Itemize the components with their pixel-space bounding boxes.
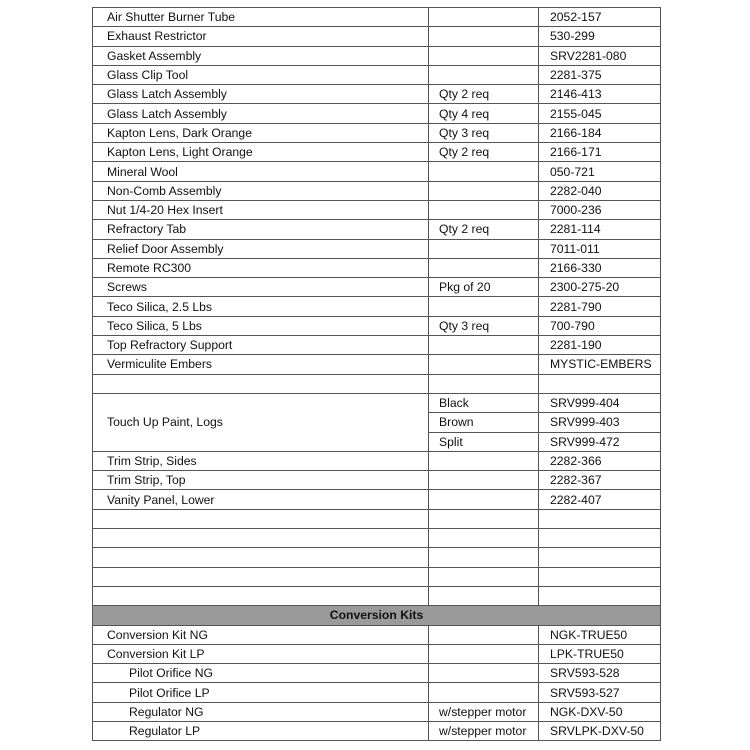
table-row [93, 355, 661, 374]
empty-cell [429, 374, 539, 393]
table-row [93, 278, 661, 297]
qty-cell: Qty 3 req [429, 123, 539, 142]
table-row [93, 239, 661, 258]
table-row [93, 702, 661, 721]
part-number-cell: NGK-TRUE50 [539, 625, 661, 644]
table-row [93, 46, 661, 65]
qty-cell [429, 65, 539, 84]
color-cell: Split [429, 432, 539, 451]
part-number-cell: 050-721 [539, 162, 661, 181]
empty-cell [539, 529, 661, 548]
part-number-cell: SRV593-528 [539, 664, 661, 683]
part-number-cell: NGK-DXV-50 [539, 702, 661, 721]
qty-cell: Qty 2 req [429, 220, 539, 239]
part-name-cell: Remote RC300 [93, 258, 429, 277]
table-row [93, 104, 661, 123]
empty-row [93, 374, 661, 393]
part-name-cell: Gasket Assembly [93, 46, 429, 65]
empty-cell [429, 548, 539, 567]
part-number-cell: 2282-366 [539, 451, 661, 470]
qty-cell [429, 27, 539, 46]
table-row [93, 683, 661, 702]
empty-cell [93, 509, 429, 528]
empty-row [93, 529, 661, 548]
part-name-cell: Nut 1/4-20 Hex Insert [93, 200, 429, 219]
part-number-cell: 2052-157 [539, 8, 661, 27]
part-name-cell: Kapton Lens, Light Orange [93, 143, 429, 162]
part-name-cell: Refractory Tab [93, 220, 429, 239]
part-number-cell: 2281-375 [539, 65, 661, 84]
qty-cell: Qty 3 req [429, 316, 539, 335]
empty-cell [429, 586, 539, 605]
part-name-cell: Glass Clip Tool [93, 65, 429, 84]
empty-cell [539, 374, 661, 393]
part-number-cell: 2282-367 [539, 471, 661, 490]
part-number-cell: 2300-275-20 [539, 278, 661, 297]
part-name-cell: Non-Comb Assembly [93, 181, 429, 200]
empty-cell [93, 548, 429, 567]
part-number-cell: LPK-TRUE50 [539, 644, 661, 663]
part-name-cell: Conversion Kit LP [93, 644, 429, 663]
part-name-cell: Vanity Panel, Lower [93, 490, 429, 509]
empty-cell [93, 529, 429, 548]
table-row [93, 336, 661, 355]
qty-cell [429, 451, 539, 470]
part-name-cell: Glass Latch Assembly [93, 85, 429, 104]
part-name-cell: Regulator NG [93, 702, 429, 721]
table-row [93, 143, 661, 162]
part-number-cell: SRVLPK-DXV-50 [539, 721, 661, 740]
part-name-cell: Touch Up Paint, Logs [93, 393, 429, 451]
part-name-cell: Air Shutter Burner Tube [93, 8, 429, 27]
qty-cell [429, 471, 539, 490]
part-name-cell: Exhaust Restrictor [93, 27, 429, 46]
table-row [93, 85, 661, 104]
part-name-cell: Vermiculite Embers [93, 355, 429, 374]
table-row [93, 471, 661, 490]
empty-row [93, 586, 661, 605]
qty-cell [429, 181, 539, 200]
part-name-cell: Screws [93, 278, 429, 297]
empty-cell [539, 509, 661, 528]
part-number-cell: 530-299 [539, 27, 661, 46]
color-cell: Black [429, 393, 539, 412]
part-name-cell: Teco Silica, 2.5 Lbs [93, 297, 429, 316]
part-number-cell: 7000-236 [539, 200, 661, 219]
qty-cell [429, 8, 539, 27]
qty-cell: w/stepper motor [429, 702, 539, 721]
qty-cell [429, 490, 539, 509]
part-number-cell: 2166-171 [539, 143, 661, 162]
qty-cell [429, 664, 539, 683]
table-row [93, 644, 661, 663]
qty-cell [429, 297, 539, 316]
part-number-cell: SRV999-403 [539, 413, 661, 432]
table-row [93, 451, 661, 470]
part-name-cell: Glass Latch Assembly [93, 104, 429, 123]
qty-cell [429, 355, 539, 374]
parts-list-sheet [92, 7, 660, 741]
part-name-cell: Pilot Orifice NG [93, 664, 429, 683]
empty-cell [539, 548, 661, 567]
qty-cell [429, 239, 539, 258]
part-name-cell: Trim Strip, Top [93, 471, 429, 490]
part-number-cell: 2281-790 [539, 297, 661, 316]
table-row [93, 8, 661, 27]
part-name-cell: Top Refractory Support [93, 336, 429, 355]
empty-cell [429, 567, 539, 586]
empty-cell [539, 586, 661, 605]
table-row [93, 316, 661, 335]
qty-cell: Pkg of 20 [429, 278, 539, 297]
conversion-kits-header: Conversion Kits [93, 606, 661, 625]
table-row [93, 27, 661, 46]
part-name-cell: Relief Door Assembly [93, 239, 429, 258]
qty-cell: Qty 2 req [429, 143, 539, 162]
part-number-cell: 2282-407 [539, 490, 661, 509]
section-header-row [93, 606, 661, 625]
empty-row [93, 567, 661, 586]
empty-row [93, 548, 661, 567]
table-row [93, 65, 661, 84]
parts-table [92, 7, 661, 741]
part-name-cell: Pilot Orifice LP [93, 683, 429, 702]
part-name-cell: Regulator LP [93, 721, 429, 740]
part-number-cell: 2282-040 [539, 181, 661, 200]
table-row [93, 123, 661, 142]
empty-cell [539, 567, 661, 586]
color-cell: Brown [429, 413, 539, 432]
qty-cell: Qty 4 req [429, 104, 539, 123]
table-row [93, 625, 661, 644]
table-row [93, 721, 661, 740]
part-number-cell: 2281-114 [539, 220, 661, 239]
part-number-cell: 2155-045 [539, 104, 661, 123]
part-number-cell: MYSTIC-EMBERS [539, 355, 661, 374]
empty-cell [93, 586, 429, 605]
table-row [93, 200, 661, 219]
part-number-cell: SRV999-404 [539, 393, 661, 412]
part-name-cell: Mineral Wool [93, 162, 429, 181]
empty-cell [93, 567, 429, 586]
part-name-cell: Conversion Kit NG [93, 625, 429, 644]
part-number-cell: 2166-330 [539, 258, 661, 277]
table-row [93, 258, 661, 277]
table-row [93, 181, 661, 200]
part-name-cell: Teco Silica, 5 Lbs [93, 316, 429, 335]
part-number-cell: 700-790 [539, 316, 661, 335]
part-number-cell: 2166-184 [539, 123, 661, 142]
qty-cell [429, 644, 539, 663]
table-row [93, 490, 661, 509]
parts-table-body [93, 8, 661, 741]
part-number-cell: 7011-011 [539, 239, 661, 258]
qty-cell [429, 162, 539, 181]
qty-cell [429, 625, 539, 644]
qty-cell [429, 336, 539, 355]
table-row [93, 393, 661, 412]
part-number-cell: SRV999-472 [539, 432, 661, 451]
part-name-cell: Kapton Lens, Dark Orange [93, 123, 429, 142]
part-number-cell: 2146-413 [539, 85, 661, 104]
empty-cell [429, 529, 539, 548]
table-row [93, 220, 661, 239]
part-name-cell: Trim Strip, Sides [93, 451, 429, 470]
qty-cell [429, 46, 539, 65]
part-number-cell: SRV2281-080 [539, 46, 661, 65]
table-row [93, 297, 661, 316]
qty-cell: Qty 2 req [429, 85, 539, 104]
empty-row [93, 509, 661, 528]
table-row [93, 664, 661, 683]
qty-cell: w/stepper motor [429, 721, 539, 740]
empty-cell [429, 509, 539, 528]
part-number-cell: SRV593-527 [539, 683, 661, 702]
empty-cell [93, 374, 429, 393]
qty-cell [429, 683, 539, 702]
table-row [93, 162, 661, 181]
qty-cell [429, 200, 539, 219]
qty-cell [429, 258, 539, 277]
part-number-cell: 2281-190 [539, 336, 661, 355]
